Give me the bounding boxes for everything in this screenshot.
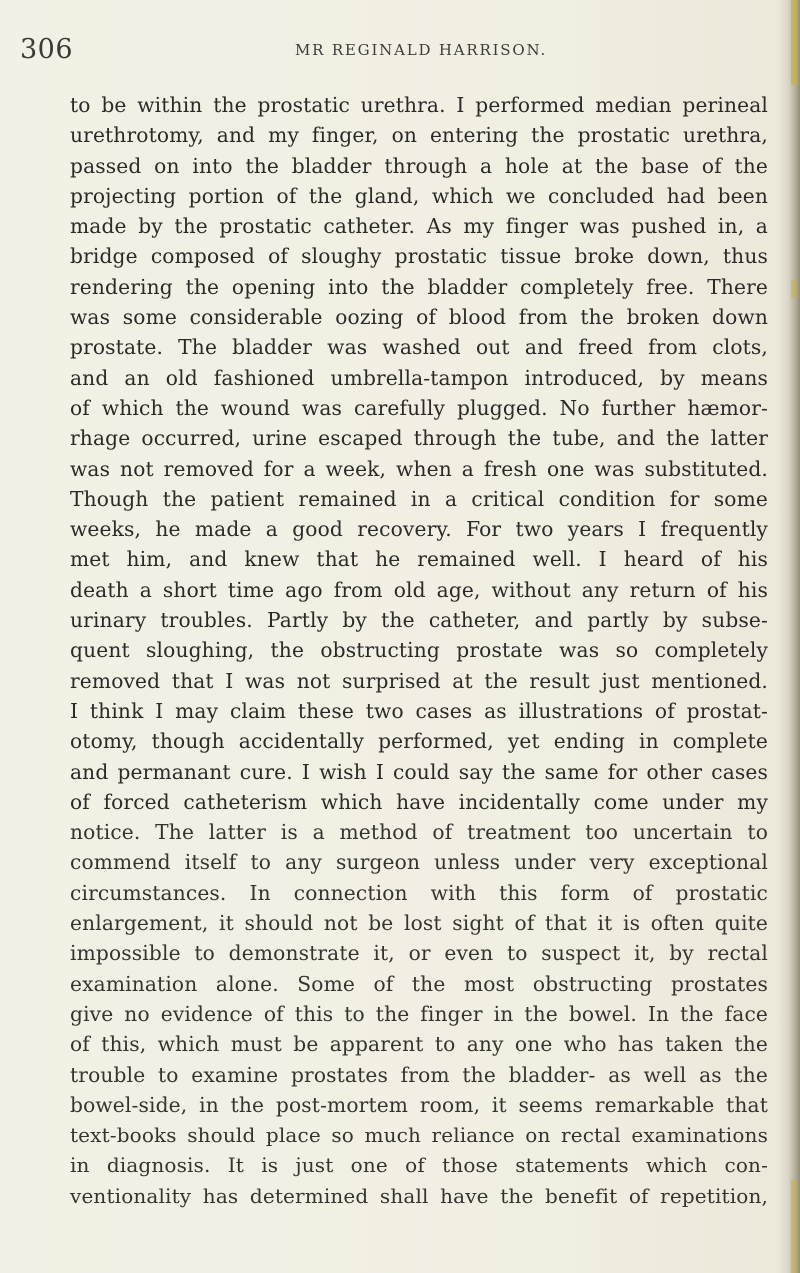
text-line: was some considerable oozing of blood from the broken down	[70, 305, 768, 330]
page-edge-mark	[791, 0, 797, 85]
text-line: was not removed for a week, when a fresh one was substituted.	[70, 456, 768, 481]
page-edge-mark	[791, 1180, 797, 1273]
page-number: 306	[20, 34, 74, 65]
text-line: of this, which must be apparent to any one who has taken the	[70, 1032, 768, 1057]
text-line: rendering the opening into the bladder completely free. There	[70, 274, 768, 299]
text-line: I think I may claim these two cases as illustrations of prostat-	[70, 698, 768, 723]
text-line: give no evidence of this to the finger in the bowel. In the face	[70, 1001, 768, 1026]
text-line: Though the patient remained in a critical condition for some	[70, 486, 768, 511]
text-line: bowel-side, in the post-mortem room, it seems remarkable that	[70, 1092, 768, 1117]
text-line: otomy, though accidentally performed, yet ending in complete	[70, 729, 768, 754]
text-line: impossible to demonstrate it, or even to suspect it, by rectal	[70, 941, 768, 966]
text-line: projecting portion of the gland, which we concluded had been	[70, 183, 768, 208]
text-line: passed on into the bladder through a hole at the base of the	[70, 153, 768, 178]
page-gutter-shadow	[778, 0, 800, 1273]
text-line: notice. The latter is a method of treatment too uncertain to	[70, 820, 768, 845]
text-line: text-books should place so much reliance on rectal examinations	[70, 1123, 768, 1148]
text-line: of forced catheterism which have incidentally come under my	[70, 789, 768, 814]
text-line: urethrotomy, and my finger, on entering the prostatic urethra,	[70, 123, 768, 148]
text-line: in diagnosis. It is just one of those statements which con-	[70, 1153, 768, 1178]
text-line: to be within the prostatic urethra. I performed median perineal	[70, 93, 768, 117]
text-line: rhage occurred, urine escaped through the tube, and the latter	[70, 426, 768, 451]
text-line: removed that I was not surprised at the result just mentioned.	[70, 668, 768, 693]
text-line: ventionality has determined shall have the benefit of repetition,	[70, 1183, 768, 1208]
text-line: weeks, he made a good recovery. For two years I frequently	[70, 517, 768, 542]
text-line: met him, and knew that he remained well. I heard of his	[70, 547, 768, 572]
body-text	[70, 90, 768, 1211]
text-line: and an old fashioned umbrella-tampon introduced, by means	[70, 365, 768, 390]
text-line: enlargement, it should not be lost sight of that it is often quite	[70, 911, 768, 936]
text-line: death a short time ago from old age, without any return of his	[70, 577, 768, 602]
text-line: commend itself to any surgeon unless under very exceptional	[70, 850, 768, 875]
text-line: made by the prostatic catheter. As my finger was pushed in, a	[70, 214, 768, 239]
text-line: prostate. The bladder was washed out and freed from clots,	[70, 335, 768, 360]
text-line: trouble to examine prostates from the bladder- as well as the	[70, 1062, 768, 1087]
text-line: urinary troubles. Partly by the catheter, and partly by subse-	[70, 608, 768, 633]
text-line: and permanant cure. I wish I could say the same for other cases	[70, 759, 768, 784]
running-head: MR REGINALD HARRISON.	[295, 41, 548, 59]
text-line: quent sloughing, the obstructing prostate was so completely	[70, 638, 768, 663]
text-line: of which the wound was carefully plugged. No further hæmor-	[70, 395, 768, 420]
text-line: examination alone. Some of the most obstructing prostates	[70, 971, 768, 996]
text-line: circumstances. In connection with this form of prostatic	[70, 880, 768, 905]
page-edge-mark	[791, 280, 797, 298]
page-header	[0, 34, 800, 64]
text-line: bridge composed of sloughy prostatic tissue broke down, thus	[70, 244, 768, 269]
